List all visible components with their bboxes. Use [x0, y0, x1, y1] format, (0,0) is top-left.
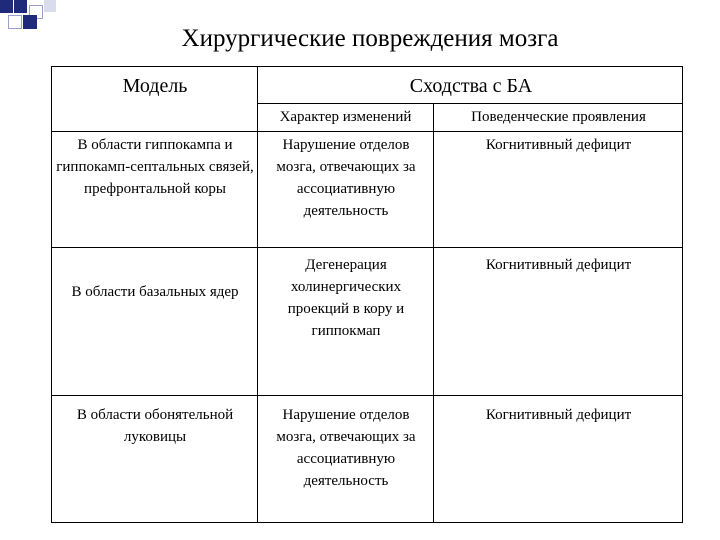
- row2-changes: Дегенерация холинергических проекций в кору и гиппокмап: [287, 257, 405, 339]
- deco-square: [14, 0, 27, 13]
- deco-square: [44, 0, 56, 12]
- header-similarities: Сходства с БА: [409, 75, 533, 97]
- deco-square: [0, 0, 13, 13]
- table-line: [257, 103, 683, 104]
- row3-changes: Нарушение отделов мозга, отвечающих за ассоциативную деятельность: [276, 407, 416, 489]
- row2-model: В области базальных ядер: [71, 284, 239, 300]
- header-behavior: Поведенческие проявления: [471, 109, 646, 125]
- table-line: [433, 103, 434, 523]
- row1-changes: Нарушение отделов мозга, отвечающих за ассоциативную деятельность: [276, 137, 416, 219]
- deco-square: [23, 15, 37, 29]
- deco-square: [8, 15, 22, 29]
- header-model: Модель: [122, 75, 188, 97]
- row2-behavior: Когнитивный дефицит: [485, 257, 632, 273]
- row1-model: В области гиппокампа и гиппокамп-септальных связей, префронтальной коры: [56, 137, 254, 197]
- table-line: [257, 66, 258, 523]
- row3-behavior: Когнитивный дефицит: [485, 407, 632, 423]
- table-line: [51, 395, 683, 396]
- row3-model: В области обонятельной луковицы: [76, 407, 234, 445]
- table-line: [51, 131, 683, 132]
- row1-behavior: Когнитивный дефицит: [485, 137, 632, 153]
- table-line: [51, 247, 683, 248]
- header-changes: Характер изменений: [279, 109, 412, 125]
- page-title: Хирургические повреждения мозга: [181, 25, 559, 52]
- corner-decoration: [0, 0, 60, 40]
